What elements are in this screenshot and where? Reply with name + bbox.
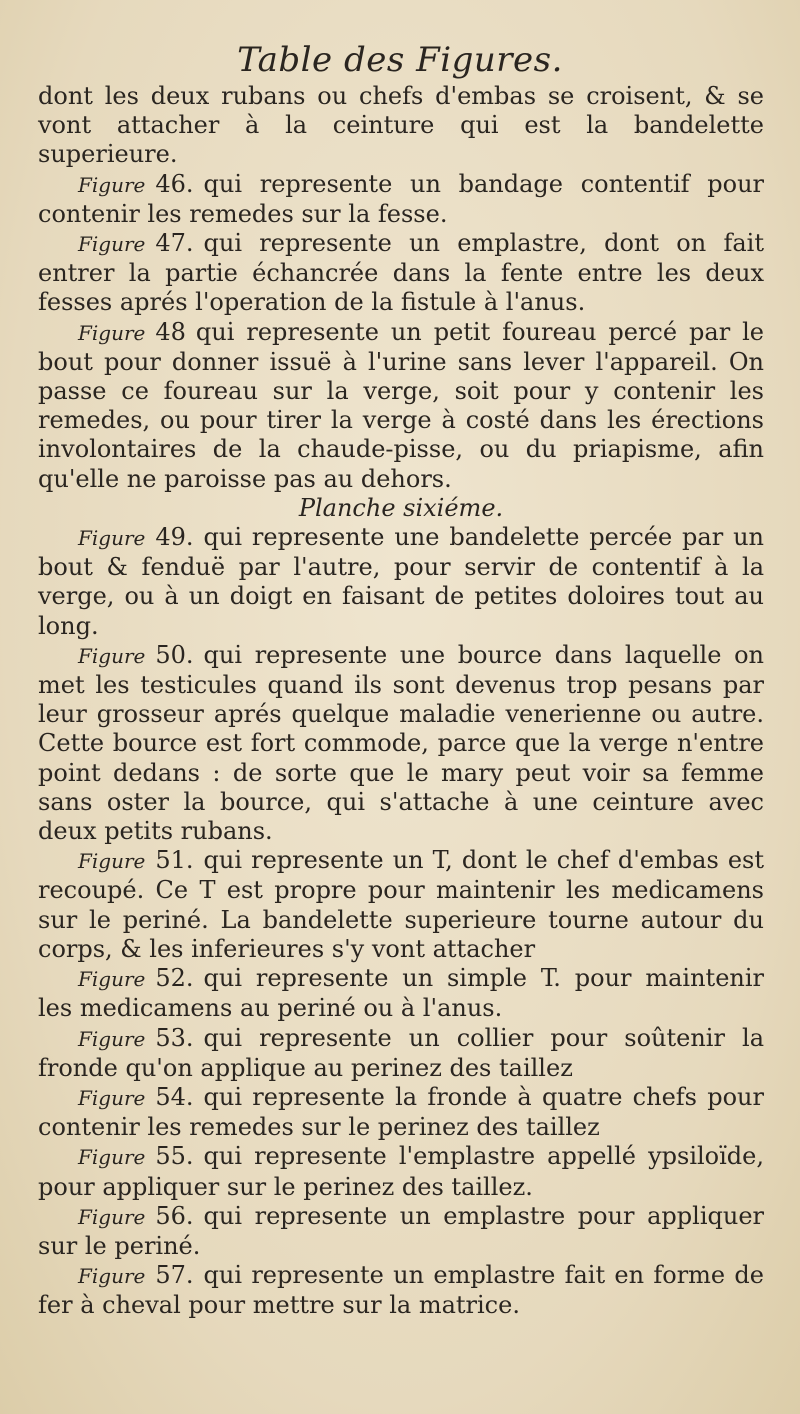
paragraph-continued — [38, 82, 764, 170]
paragraph-text: qui represente un emplastre fait en forme de fer à cheval pour mettre sur la matrice. — [38, 1261, 764, 1320]
figure-label: Figure — [78, 1026, 146, 1051]
paragraph-text: dont les deux rubans ou chefs d'embas se croisent, & se vont attacher à la ceinture qui est la bandelette superieure. — [38, 82, 764, 169]
figure-label: Figure — [78, 967, 146, 992]
figure-number: 47. — [155, 229, 194, 258]
paragraph-text: qui represente un collier pour soûtenir la fronde qu'on applique au perinez des taillez — [38, 1023, 764, 1082]
figure-entry-56 — [38, 1202, 764, 1261]
figure-entry-47 — [38, 229, 764, 318]
figure-entry-51 — [38, 846, 764, 964]
figure-number: 54. — [155, 1082, 194, 1111]
figure-number: 57. — [155, 1261, 194, 1290]
figure-label: Figure — [78, 643, 146, 668]
figure-number: 49. — [155, 523, 194, 552]
figure-entry-50 — [38, 641, 764, 846]
figure-number: 48 — [155, 317, 186, 346]
paragraph-text: qui represente un bandage contentif pour contenir les remedes sur la fesse. — [38, 169, 764, 228]
figure-entry-49 — [38, 523, 764, 641]
figure-entry-55 — [38, 1142, 764, 1201]
figure-number: 55. — [155, 1142, 194, 1171]
figure-number: 50. — [155, 640, 194, 669]
figure-entry-52 — [38, 964, 764, 1023]
figure-number: 56. — [155, 1201, 194, 1230]
figure-label: Figure — [78, 1204, 146, 1229]
figure-entry-54 — [38, 1083, 764, 1142]
figure-label: Figure — [78, 232, 146, 257]
figure-number: 46. — [155, 169, 194, 198]
figure-entry-46 — [38, 170, 764, 229]
figure-label: Figure — [78, 526, 146, 551]
figure-label: Figure — [78, 849, 146, 874]
figure-number: 52. — [155, 964, 194, 993]
paragraph-text: qui represente la fronde à quatre chefs pour contenir les remedes sur le perinez des taillez — [38, 1082, 764, 1142]
figure-number: 51. — [155, 846, 194, 875]
page-body — [38, 82, 764, 1321]
paragraph-text: qui represente un T, dont le chef d'embas est recoupé. Ce T est propre pour maintenir les medicamens sur le periné. La bandelette superieure tourne autour du corps, & les inferieures s'y vont attacher — [38, 846, 764, 963]
figure-label: Figure — [78, 320, 146, 345]
paragraph-text: qui represente un simple T. pour maintenir les medicamens au periné ou à l'anus. — [38, 964, 764, 1023]
paragraph-text: qui represente l'emplastre appellé ypsiloïde, pour appliquer sur le perinez des taillez. — [38, 1142, 764, 1201]
paragraph-text: qui represente une bandelette percée par un bout & fenduë par l'autre, pour servir de contentif à la verge, ou à un doigt en faisant de petites doloires tout au long. — [38, 523, 764, 640]
figure-number: 53. — [155, 1023, 194, 1052]
figure-label: Figure — [78, 172, 146, 197]
figure-entry-53 — [38, 1024, 764, 1083]
plate-heading: Planche sixiéme. — [298, 493, 504, 522]
figure-entry-48 — [38, 318, 764, 494]
paragraph-text: qui represente un petit foureau percé par le bout pour donner issuë à l'urine sans lever l'appareil. On passe ce foureau sur la verge, soit pour y contenir les remedes, ou pour tirer la verge à costé dans les érections involontaires de la chaude-pisse, ou du priapisme, afin qu'elle ne paroisse pas au dehors. — [38, 317, 764, 493]
page-title: Table des Figures. — [237, 40, 563, 80]
paragraph-text: qui represente un emplastre, dont on fait entrer la partie échancrée dans la fente entre les deux fesses aprés l'operation de la fistule à l'anus. — [38, 229, 764, 317]
figure-label: Figure — [78, 1264, 146, 1289]
figure-entry-57 — [38, 1261, 764, 1320]
paragraph-text: qui represente une bource dans laquelle on met les testicules quand ils sont devenus trop pesans par leur grosseur aprés quelque maladie venerienne ou autre. Cette bource est fort commode, parce que la verge n'entre point dedans : de sorte que le mary peut voir sa femme sans oster la bource, qui s'attache à une ceinture avec deux petits rubans. — [38, 640, 764, 846]
figure-label: Figure — [78, 1145, 146, 1170]
figure-label: Figure — [78, 1085, 146, 1110]
paragraph-text: qui represente un emplastre pour appliquer sur le periné. — [38, 1201, 764, 1260]
